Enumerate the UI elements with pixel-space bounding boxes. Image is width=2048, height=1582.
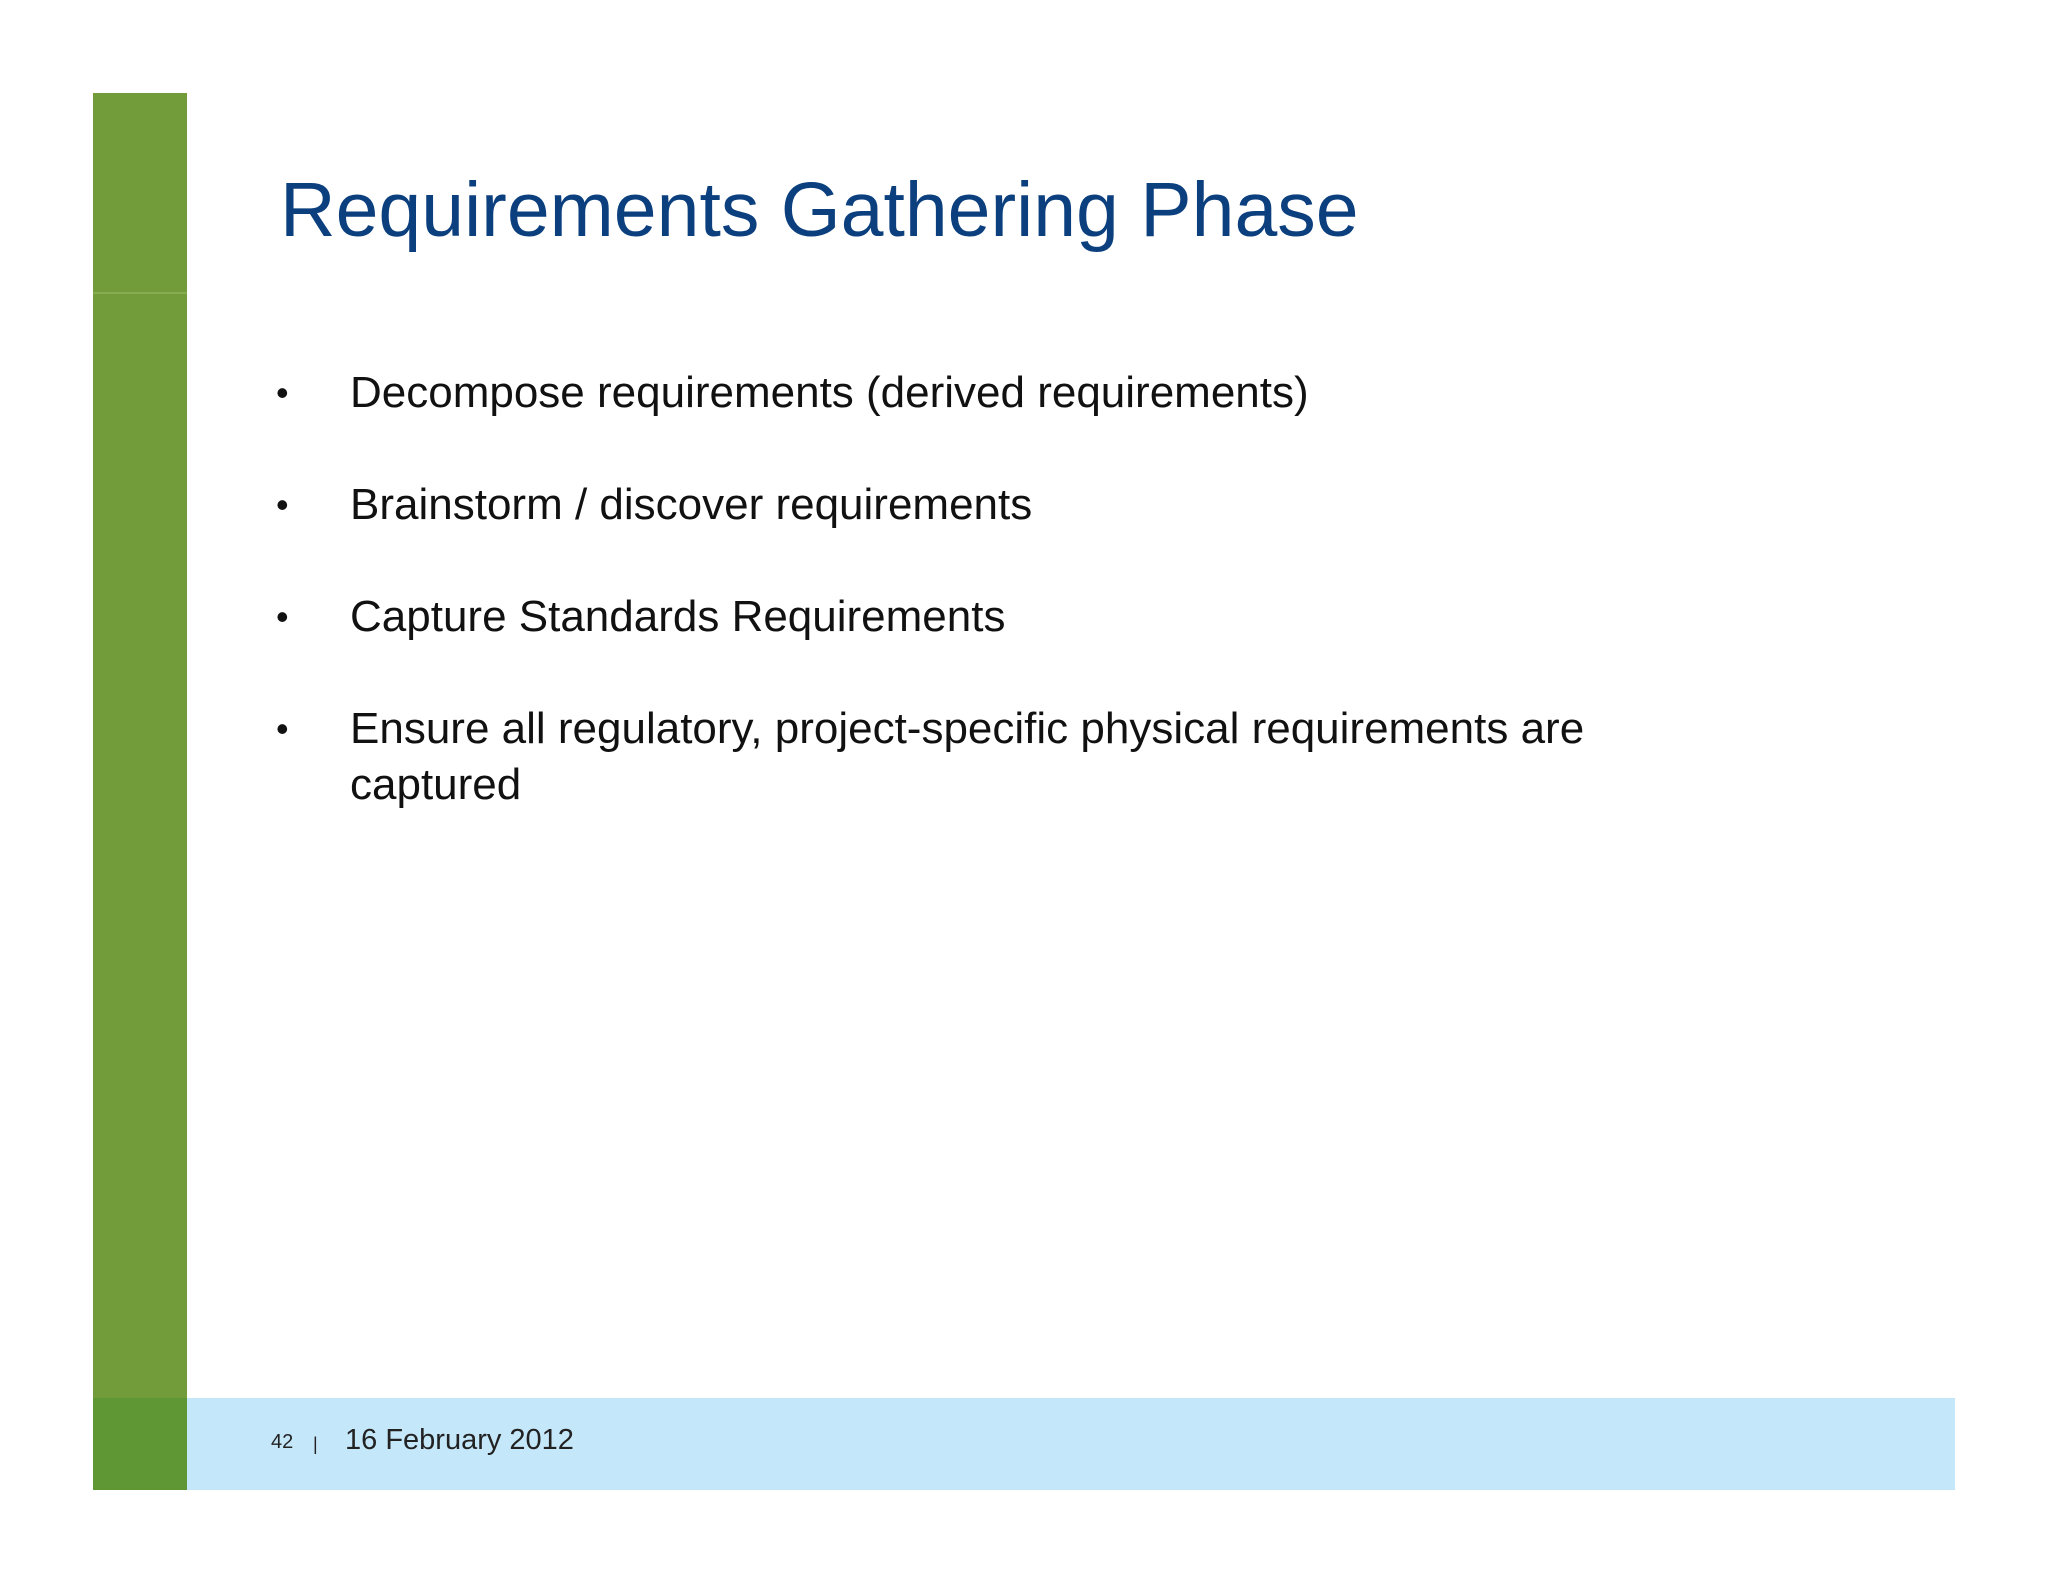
bullet-item	[276, 589, 1696, 645]
bullet-text: Decompose requirements (derived requirements)	[350, 368, 1309, 417]
bullet-marker: •	[276, 708, 289, 749]
slide-title: Requirements Gathering Phase	[280, 167, 1359, 253]
bullet-text: Brainstorm / discover requirements	[350, 480, 1033, 529]
bullet-item	[276, 701, 1696, 813]
bullet-item	[276, 477, 1696, 533]
accent-bar-left	[93, 93, 187, 1490]
bullet-marker: •	[276, 596, 289, 637]
accent-bar-divider	[93, 292, 187, 294]
footer-accent-block	[93, 1398, 187, 1490]
bullet-list	[276, 365, 1696, 869]
footer-separator: |	[313, 1434, 318, 1454]
bullet-text: Capture Standards Requirements	[350, 592, 1006, 641]
bullet-marker: •	[276, 372, 289, 413]
footer-date: 16 February 2012	[345, 1424, 574, 1456]
bullet-text: Ensure all regulatory, project-specific physical requirements are captured	[350, 704, 1585, 809]
bullet-item	[276, 365, 1696, 421]
page-number: 42	[271, 1431, 294, 1453]
bullet-marker: •	[276, 484, 289, 525]
